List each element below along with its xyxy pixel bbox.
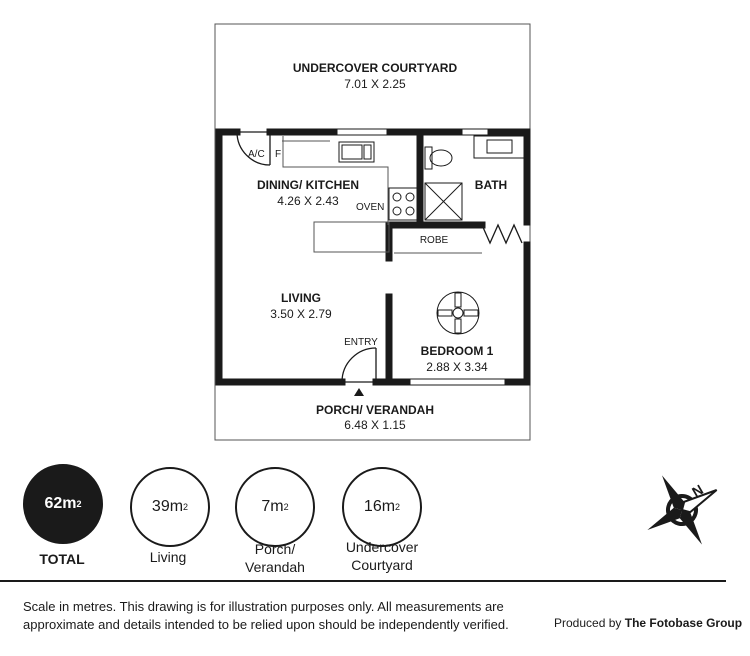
svg-text:N: N [689, 481, 706, 501]
bath-name: BATH [474, 178, 508, 192]
courtyard-caption-line1: Undercover [345, 539, 419, 555]
porch-name: PORCH/ VERANDAH [315, 403, 435, 417]
total-area-value: 62m [44, 495, 77, 512]
fridge-label: F [275, 149, 282, 160]
footer-divider [0, 580, 726, 582]
producer-brand: The Fotobase Group [624, 616, 743, 630]
total-caption: TOTAL [39, 551, 85, 567]
living-name: LIVING [280, 291, 322, 305]
porch-caption-line2: Verandah [245, 559, 305, 575]
porch-area-value: 7m [261, 498, 284, 515]
porch-dims: 6.48 X 1.15 [344, 418, 406, 432]
courtyard-dims: 7.01 X 2.25 [344, 77, 406, 91]
robe-label: ROBE [419, 235, 449, 246]
shower-icon [425, 183, 462, 220]
disclaimer-line1: Scale in metres. This drawing is for illustration purposes only. All measurements are [23, 599, 504, 614]
dining-kitchen-name: DINING/ KITCHEN [257, 178, 359, 192]
cooktop-icon [389, 188, 417, 220]
disclaimer [23, 598, 543, 634]
producer-credit [554, 616, 742, 630]
bifold-door-icon [482, 225, 522, 243]
entry-label: ENTRY [344, 337, 378, 348]
courtyard-area-value: 16m [363, 498, 396, 515]
living-caption: Living [149, 549, 187, 565]
bedroom1-dims: 2.88 X 3.34 [426, 360, 488, 374]
courtyard-caption-line2: Courtyard [351, 557, 413, 573]
porch-caption-line1: Porch/ [254, 541, 296, 557]
living-dims: 3.50 X 2.79 [270, 307, 332, 321]
vanity-icon [474, 136, 525, 158]
courtyard-area-circle: 16m 2 [342, 467, 422, 547]
compass-icon [640, 468, 725, 553]
bedroom1-name: BEDROOM 1 [420, 344, 494, 358]
entry-door [342, 348, 376, 382]
oven-label: OVEN [356, 202, 385, 213]
disclaimer-line2: approximate and details intended to be relied upon should be independently verified. [23, 617, 509, 632]
courtyard-caption [322, 538, 442, 574]
total-area-circle: 62m 2 [23, 464, 103, 544]
courtyard-name: UNDERCOVER COURTYARD [292, 61, 458, 75]
ceiling-fan-icon [437, 292, 479, 334]
toilet-icon [425, 147, 452, 169]
dining-kitchen-dims: 4.26 X 2.43 [277, 194, 339, 208]
sink-icon [339, 142, 374, 162]
living-area-value: 39m [151, 498, 184, 515]
living-area-circle: 39m 2 [130, 467, 210, 547]
entry-arrow-icon [354, 388, 364, 396]
ac-label: A/C [248, 149, 265, 160]
porch-area-circle: 7m 2 [235, 467, 315, 547]
porch-caption [215, 540, 335, 576]
producer-prefix: Produced by [554, 616, 622, 630]
